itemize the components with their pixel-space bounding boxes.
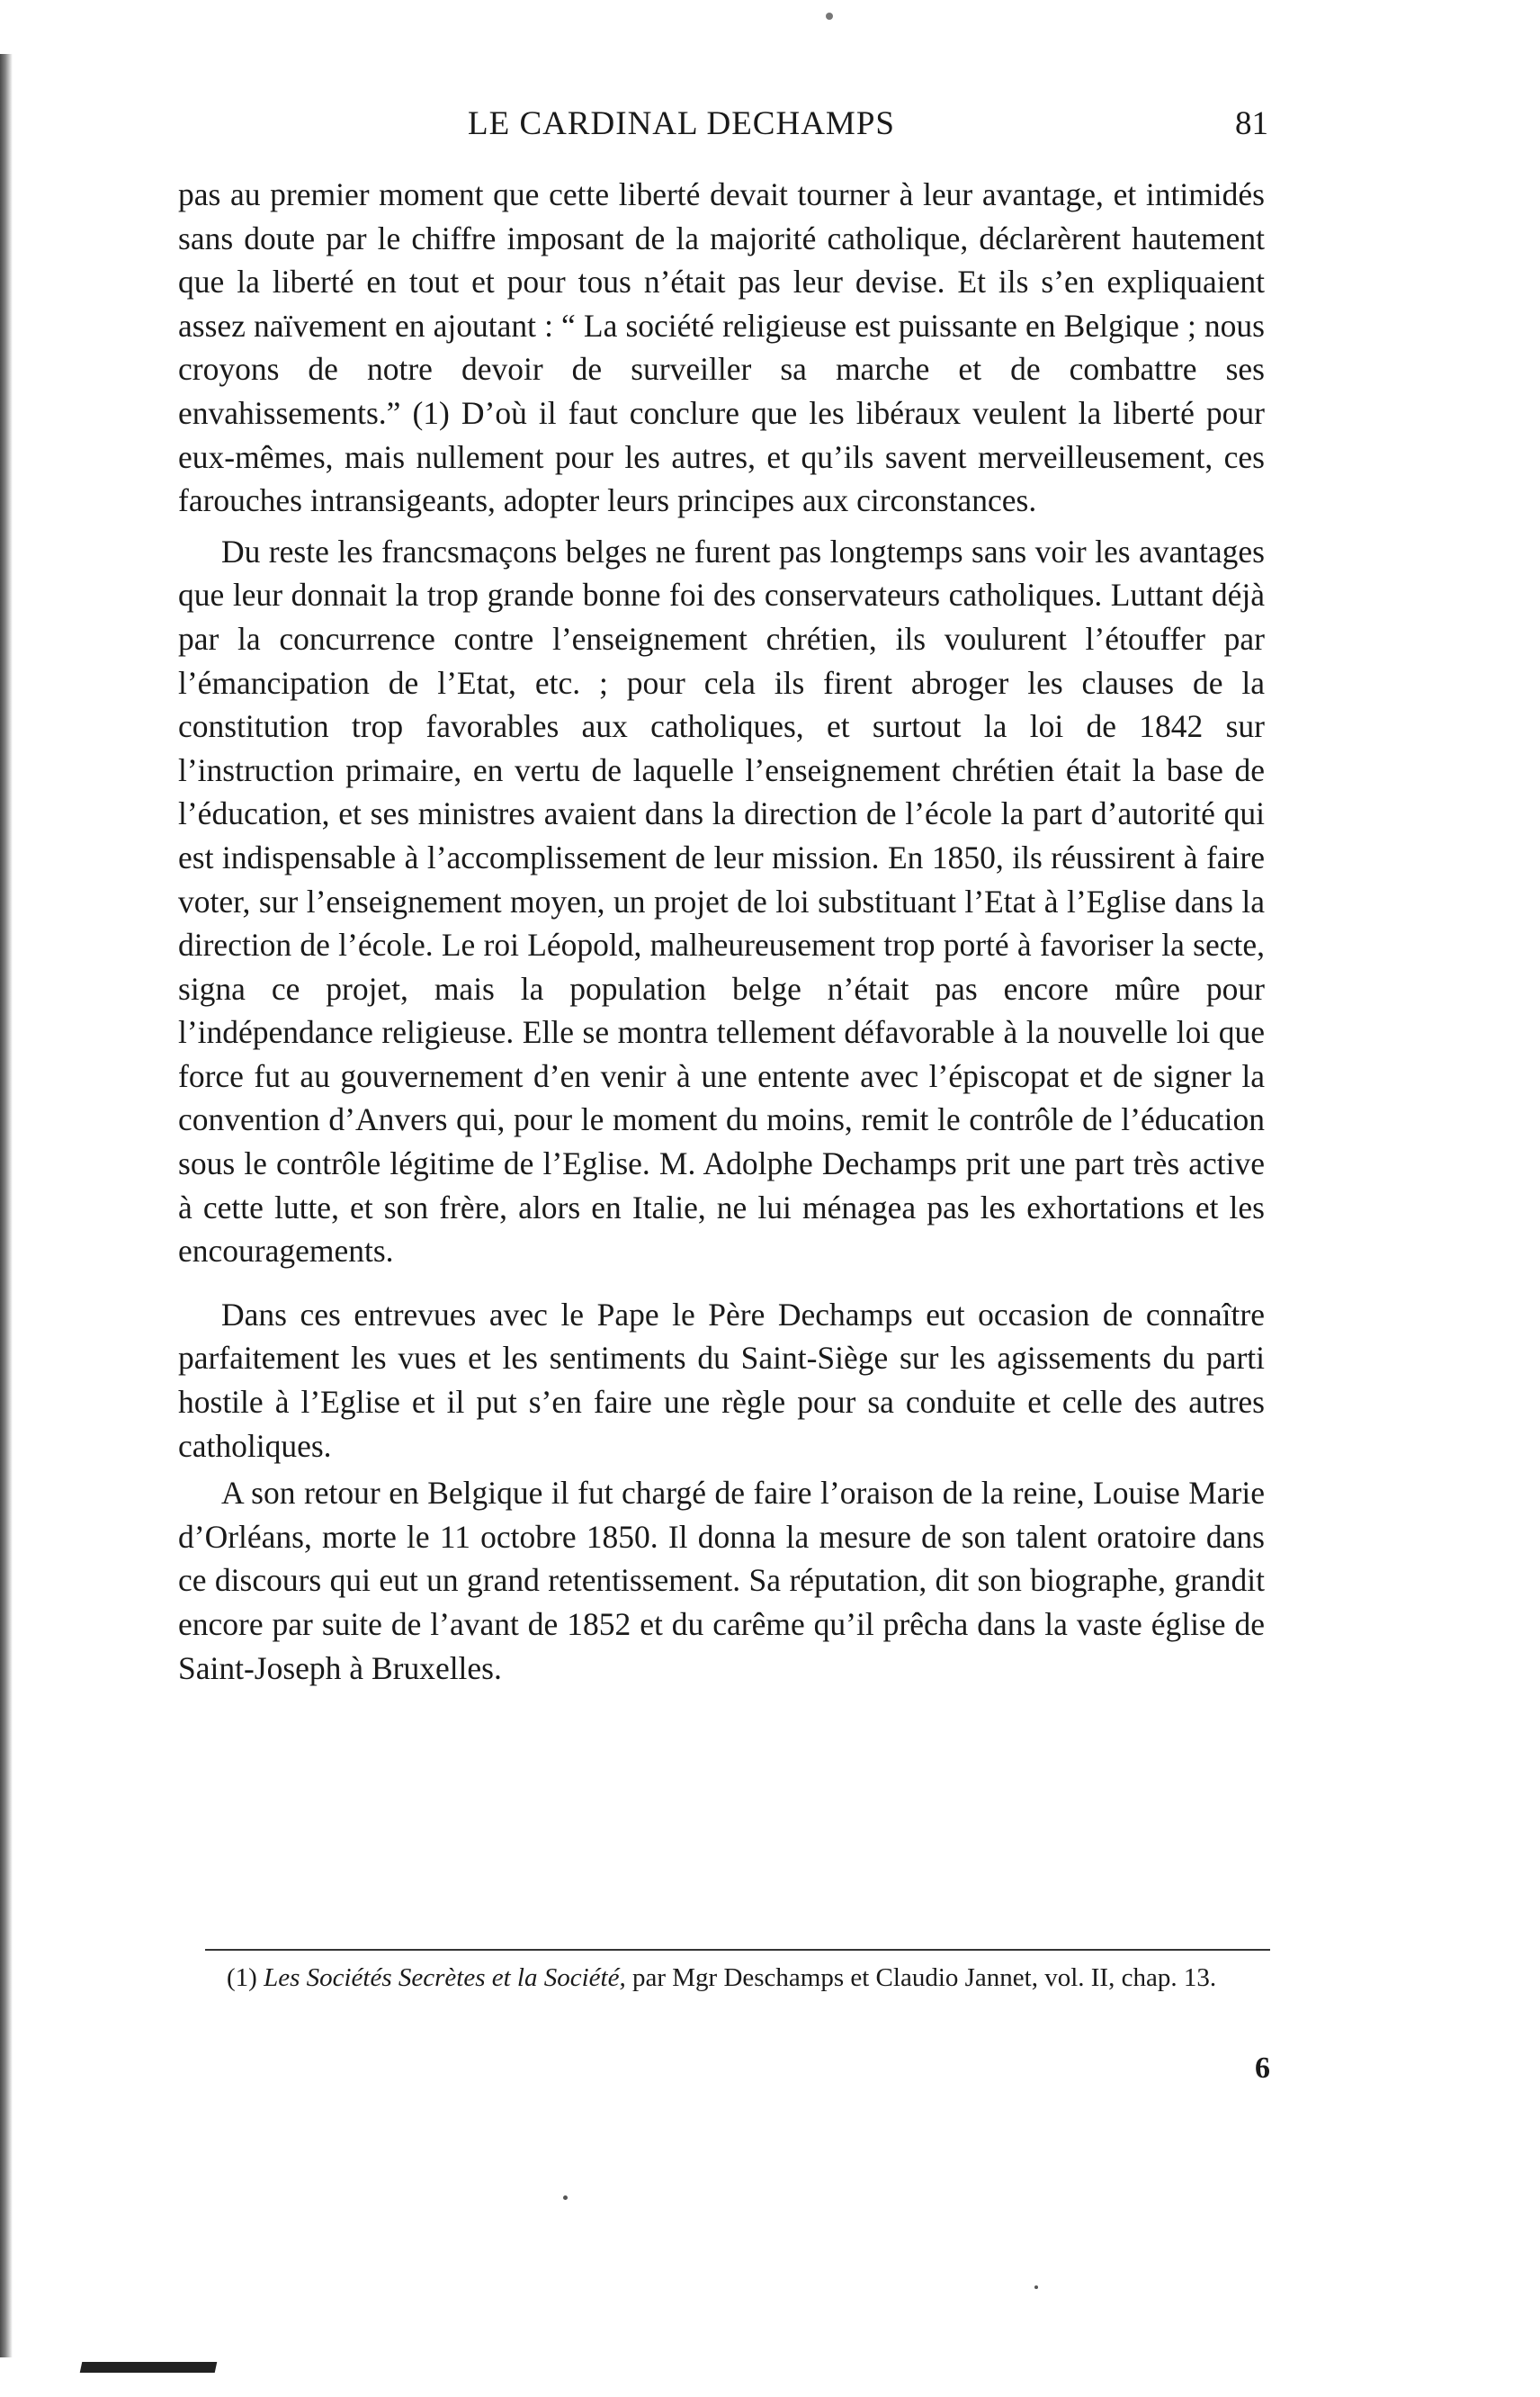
footnote-rule: [205, 1949, 1270, 1951]
footnote-title: Les Sociétés Secrètes et la Société,: [264, 1963, 626, 1992]
scan-speck: [563, 2195, 568, 2200]
footnote: [203, 1960, 1270, 1996]
signature-mark: 6: [1255, 2051, 1270, 2085]
paragraph: pas au premier moment que cette liberté devait tourner à leur avantage, et intimidés sans doute par le chiffre imposant de la majorité catholique, déclarèrent hautement que la liberté en tout et pour tous n’était pas leur devise. Et ils s’en expliquaient assez naïvement en ajoutant : “ La société religieuse est puissante en Belgique ; nous croyons de notre devoir de surveiller sa marche et de combattre ses envahissements.” (1) D’où il faut conclure que les libéraux veulent la liberté pour eux-mêmes, mais nullement pour les autres, et qu’ils savent merveilleusement, ces farouches intransigeants, adopter leurs principes aux circonstances.: [178, 176, 1265, 519]
paragraph: Dans ces entrevues avec le Pape le Père Dechamps eut occasion de connaître parfaitement les vues et les sentiments du Saint-Siège sur les agissements du parti hostile à l’Eglise et il put s’en faire une règle pour sa conduite et celle des autres catholiques.: [178, 1296, 1265, 1464]
footnote-text: par Mgr Deschamps et Claudio Jannet, vol. II, chap. 13.: [625, 1963, 1217, 1992]
binding-edge: [0, 54, 13, 2357]
footnote-marker: (1): [227, 1963, 264, 1992]
running-title: LE CARDINAL DECHAMPS: [468, 105, 895, 142]
paragraph: Du reste les francsmaçons belges ne furent pas longtemps sans voir les avantages que leur donnait la trop grande bonne foi des conservateurs catholiques. Luttant déjà par la concurrence contre l’enseignement chrétien, ils voulurent l’étouffer par l’émancipation de l’Etat, etc. ; pour cela ils firent abroger les clauses de la constitution trop favorables aux catholiques, et surtout la loi de 1842 sur l’instruction primaire, en vertu de laquelle l’enseignement chrétien était la base de l’éducation, et ses ministres avaient dans la direction de l’école la part d’autorité qui est indispensable à l’accomplissement de leur mission. En 1850, ils réussirent à faire voter, sur l’enseignement moyen, un projet de loi substituant l’Etat à l’Eglise dans la direction de l’école. Le roi Léopold, malheureusement trop porté à favoriser la secte, signa ce projet, mais la population belge n’était pas encore mûre pour l’indépendance religieuse. Elle se montra tellement défavorable à la nouvelle loi que force fut au gouvernement d’en venir à une entente avec l’épiscopat et de signer la convention d’Anvers qui, pour le moment du moins, remit le contrôle de l’éducation sous le contrôle légitime de l’Eglise. M. Adolphe Dechamps prit une part très active à cette lutte, et son frère, alors en Italie, ne lui ménagea pas les exhortations et les encouragements.: [178, 533, 1265, 1270]
running-head: [207, 104, 1268, 151]
scan-speck: [1034, 2285, 1038, 2289]
scan-speck: [826, 13, 833, 20]
page-number: 81: [1235, 105, 1268, 142]
paragraph: A son retour en Belgique il fut chargé de faire l’oraison de la reine, Louise Marie d’Orléans, morte le 11 octobre 1850. Il donna la mesure de son talent oratoire dans ce discours qui eut un grand retentissement. Sa réputation, dit son biographe, grandit encore par suite de l’avant de 1852 et du carême qu’il prêcha dans la vaste église de Saint-Joseph à Bruxelles.: [178, 1475, 1265, 1686]
body-text: [178, 173, 1265, 1690]
binding-shadow: [80, 2362, 218, 2373]
